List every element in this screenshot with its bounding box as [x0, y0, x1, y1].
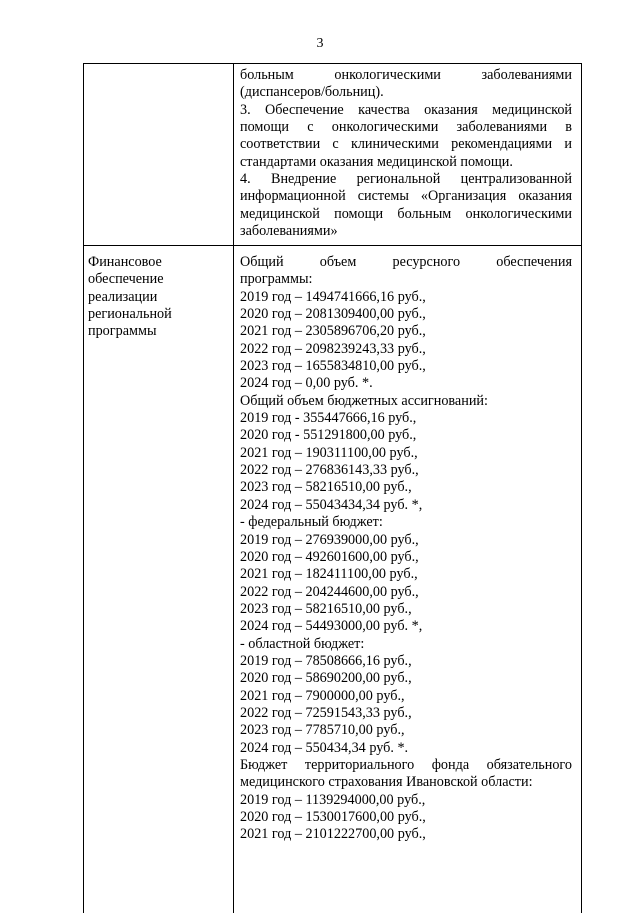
text-line: информационной системы «Организация оказания — [240, 188, 572, 205]
text-line: 2021 год – 190311100,00 руб., — [240, 444, 418, 461]
text-line: 2019 год – 276939000,00 руб., — [240, 531, 419, 548]
text-line: соответствии с клиническими рекомендациями и — [240, 136, 572, 153]
text-line: программы: — [240, 271, 313, 288]
text-line: 2024 год – 550434,34 руб. *. — [240, 739, 409, 756]
text-line: 2024 год – 0,00 руб. *. — [240, 375, 373, 392]
row1-right-cell — [240, 67, 572, 240]
page-number: 3 — [316, 36, 324, 51]
text-line: 2022 год – 2098239243,33 руб., — [240, 340, 426, 357]
text-line: 3. Обеспечение качества оказания медицинской — [240, 101, 572, 118]
row2-left-cell-financing-label — [88, 254, 228, 341]
text-line: обеспечение — [88, 271, 164, 288]
text-line: реализации — [88, 288, 158, 305]
program-passport-table — [83, 63, 582, 913]
text-line: (диспансеров/больниц). — [240, 84, 384, 101]
text-line: 2022 год – 276836143,33 руб., — [240, 462, 419, 479]
text-line: - федеральный бюджет: — [240, 514, 383, 531]
text-line: - областной бюджет: — [240, 635, 365, 652]
text-line: программы — [88, 323, 157, 340]
text-line: Бюджет территориального фонда обязательного — [240, 756, 572, 773]
text-line: помощи с онкологическими заболеваниями в — [240, 119, 572, 136]
text-line: 2022 год – 204244600,00 руб., — [240, 583, 419, 600]
text-line: 2020 год - 551291800,00 руб., — [240, 427, 417, 444]
text-line: 2020 год – 1530017600,00 руб., — [240, 809, 426, 825]
text-line: региональной — [88, 306, 172, 323]
text-line: медицинского страхования Ивановской области: — [240, 774, 533, 791]
text-line: 2021 год – 182411100,00 руб., — [240, 566, 418, 583]
text-line: Общий объем ресурсного обеспечения — [240, 254, 572, 270]
text-line: 2021 год – 2305896706,20 руб., — [240, 323, 426, 340]
text-line: 2020 год – 58690200,00 руб., — [240, 670, 412, 687]
text-line: 4. Внедрение региональной централизованной — [240, 171, 572, 188]
text-line: больным онкологическими заболеваниями — [240, 67, 572, 83]
text-line: медицинской помощи больным онкологическими — [240, 205, 572, 222]
text-line: 2022 год – 72591543,33 руб., — [240, 704, 412, 721]
text-line: 2023 год – 58216510,00 руб., — [240, 600, 412, 617]
text-line: 2023 год – 7785710,00 руб., — [240, 722, 405, 739]
text-line: 2020 год – 492601600,00 руб., — [240, 548, 419, 565]
text-line: 2019 год – 1494741666,16 руб., — [240, 288, 426, 305]
text-line: 2019 год – 1139294000,00 руб., — [240, 791, 426, 808]
text-line: Финансовое — [88, 254, 162, 270]
text-line: 2021 год – 2101222700,00 руб., — [240, 826, 426, 843]
row-divider — [84, 245, 581, 246]
text-line: 2024 год – 54493000,00 руб. *, — [240, 618, 423, 635]
text-line: 2020 год – 2081309400,00 руб., — [240, 306, 426, 323]
text-line: 2021 год – 7900000,00 руб., — [240, 687, 405, 704]
text-line: 2024 год – 55043434,34 руб. *, — [240, 496, 423, 513]
text-line: 2019 год - 355447666,16 руб., — [240, 410, 417, 427]
text-line: Общий объем бюджетных ассигнований: — [240, 392, 488, 409]
text-line: заболеваниями» — [240, 223, 338, 240]
text-line: 2019 год – 78508666,16 руб., — [240, 652, 412, 669]
text-line: стандартами оказания медицинской помощи. — [240, 153, 513, 170]
row2-right-cell-financing-values — [240, 254, 572, 844]
text-line: 2023 год – 1655834810,00 руб., — [240, 358, 426, 375]
column-divider — [233, 64, 234, 913]
text-line: 2023 год – 58216510,00 руб., — [240, 479, 412, 496]
